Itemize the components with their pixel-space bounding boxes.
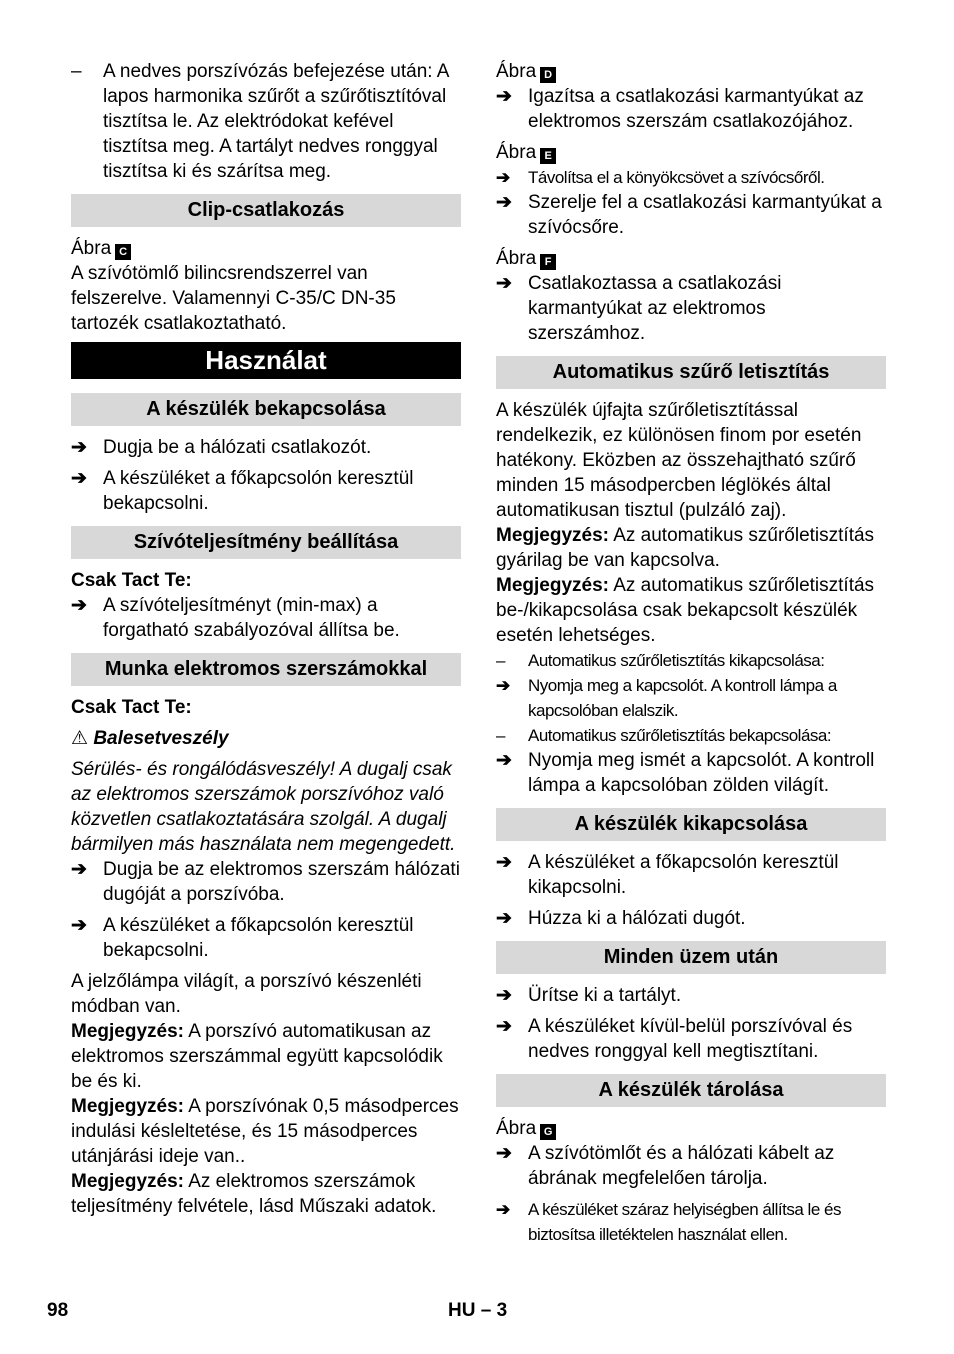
dash-item (496, 723, 886, 748)
list-item (496, 673, 886, 723)
main-heading: Használat (71, 342, 461, 379)
figure-ref-d (496, 59, 886, 84)
figure-label: Ábra (496, 1118, 537, 1139)
list-item (496, 84, 886, 134)
figure-letter-icon: G (540, 1124, 556, 1140)
section-heading-on: A készülék bekapcsolása (71, 393, 461, 426)
arrow-icon: ➔ (496, 676, 510, 695)
section-heading-auto: Automatikus szűrő letisztítás (496, 356, 886, 389)
list-item-text: Csatlakoztassa a csatlakozási karmantyúkat az elektromos szerszámhoz. (528, 273, 782, 344)
note-1 (71, 1019, 461, 1094)
list-item (71, 435, 461, 460)
auto-note-1 (496, 523, 886, 573)
section-heading-store: A készülék tárolása (496, 1074, 886, 1107)
arrow-icon: ➔ (71, 437, 87, 458)
list-item (496, 1014, 886, 1064)
dash-mark: – (71, 61, 82, 82)
note-label: Megjegyzés: (71, 1021, 184, 1042)
figure-label: Ábra (496, 142, 537, 163)
note-text: Az automatikus szűrőletisztítás be-/kikapcsolása csak bekapcsolt készülék esetén lehetséges. (496, 575, 875, 646)
list-item (496, 983, 886, 1008)
figure-letter-icon: E (540, 148, 556, 164)
arrow-icon: ➔ (496, 908, 512, 929)
page-number: 98 (47, 1300, 69, 1321)
arrow-icon: ➔ (496, 192, 512, 213)
figure-label: Ábra (71, 238, 112, 259)
warning-heading (71, 726, 461, 751)
arrow-icon: ➔ (71, 859, 87, 880)
list-item-text: Dugja be az elektromos szerszám hálózati dugóját a porszívóba. (103, 859, 460, 905)
dash-mark: – (496, 726, 505, 745)
figure-ref-e (496, 140, 886, 165)
left-column (71, 59, 461, 1219)
figure-letter-icon: D (540, 67, 556, 83)
list-item (496, 190, 886, 240)
list-item-text: A készüléket kívül-belül porszívóval és nedves ronggyal kell megtisztítani. (528, 1016, 853, 1062)
arrow-icon: ➔ (496, 273, 512, 294)
arrow-icon: ➔ (496, 1143, 512, 1164)
list-item (71, 857, 461, 907)
warning-title: Balesetveszély (93, 728, 229, 749)
note-text: A porszívónak 0,5 másodperces indulási késleltetése, és 15 másodperces utánjárási ideje van.. (71, 1096, 459, 1167)
list-item-text: A készüléket száraz helyiségben állítsa le és biztosítsa illetéktelen használat ellen. (528, 1200, 841, 1244)
intro-dash-item (71, 59, 461, 184)
list-item (496, 271, 886, 346)
list-item (71, 593, 461, 643)
arrow-icon: ➔ (71, 468, 87, 489)
dash-item-text: Automatikus szűrőletisztítás kikapcsolása: (528, 651, 825, 670)
list-item-text: Távolítsa el a könyökcsövet a szívócsőről. (528, 168, 825, 187)
figure-ref-c (71, 236, 461, 261)
dash-item (496, 648, 886, 673)
section-heading-clip: Clip-csatlakozás (71, 194, 461, 227)
lamp-text: A jelzőlámpa világít, a porszívó készenléti módban van. (71, 971, 422, 1017)
note-label: Megjegyzés: (71, 1096, 184, 1117)
section-heading-suction: Szívóteljesítmény beállítása (71, 526, 461, 559)
note-label: Megjegyzés: (496, 525, 609, 546)
warning-text: Sérülés- és rongálódásveszély! A dugalj csak az elektromos szerszámok porszívóhoz való közvetlen csatlakoztatására szolgál. A dugalj bármilyen más használata nem megengedett. (71, 759, 456, 855)
clip-text: A szívótömlő bilincsrendszerrel van felszerelve. Valamennyi C-35/C DN-35 tartozék csatlakoztatható. (71, 263, 396, 334)
auto-note-2 (496, 573, 886, 648)
list-item-text: Nyomja meg ismét a kapcsolót. A kontroll lámpa a kapcsolóban zölden világít. (528, 750, 875, 796)
section-heading-tools: Munka elektromos szerszámokkal (71, 653, 461, 686)
list-item-text: Dugja be a hálózati csatlakozót. (103, 437, 372, 458)
figure-label: Ábra (496, 248, 537, 269)
figure-ref-f (496, 246, 886, 271)
auto-text: A készülék újfajta szűrőletisztítással rendelkezik, ez különösen finom por esetén hatékony. Eközben az összehajtható szűrő minden 15 másodpercben léglökés által automatikusan tisztul (pulzáló zaj). (496, 400, 862, 521)
arrow-icon: ➔ (71, 595, 87, 616)
figure-letter-icon: F (540, 254, 556, 270)
list-item (496, 1141, 886, 1191)
subheading-tact: Csak Tact Te: (71, 570, 192, 591)
arrow-icon: ➔ (496, 750, 512, 771)
arrow-icon: ➔ (496, 1200, 510, 1219)
list-item (71, 913, 461, 963)
arrow-icon: ➔ (496, 985, 512, 1006)
list-item (496, 748, 886, 798)
intro-text: A nedves porszívózás befejezése után: A lapos harmonika szűrőt a szűrőtisztítóval tisztítsa le. Az elektródokat kefével tisztítsa meg. A tartályt nedves ronggyal tisztítsa ki és szárítsa meg. (103, 61, 449, 182)
dash-item-text: Automatikus szűrőletisztítás bekapcsolása: (528, 726, 832, 745)
list-item (496, 1197, 886, 1247)
warning-icon: ⚠ (71, 728, 89, 749)
note-2 (71, 1094, 461, 1169)
list-item-text: Igazítsa a csatlakozási karmantyúkat az elektromos szerszám csatlakozójához. (528, 86, 864, 132)
list-item-text: A szívótömlőt és a hálózati kábelt az ábrának megfelelően tárolja. (528, 1143, 835, 1189)
list-item-text: A készüléket a főkapcsolón keresztül bekapcsolni. (103, 468, 414, 514)
note-text: A porszívó automatikusan az elektromos szerszámmal együtt kapcsolódik be és ki. (71, 1021, 443, 1092)
arrow-icon: ➔ (496, 168, 510, 187)
list-item (496, 165, 886, 190)
note-3 (71, 1169, 461, 1219)
figure-ref-g (496, 1116, 886, 1141)
section-heading-after: Minden üzem után (496, 941, 886, 974)
right-column (496, 59, 886, 1247)
list-item (71, 466, 461, 516)
arrow-icon: ➔ (496, 86, 512, 107)
subheading-tact: Csak Tact Te: (71, 697, 192, 718)
list-item-text: Húzza ki a hálózati dugót. (528, 908, 746, 929)
arrow-icon: ➔ (496, 1016, 512, 1037)
list-item-text: A készüléket a főkapcsolón keresztül kikapcsolni. (528, 852, 839, 898)
list-item (496, 906, 886, 931)
list-item-text: Nyomja meg a kapcsolót. A kontroll lámpa a kapcsolóban elalszik. (528, 676, 837, 720)
figure-label: Ábra (496, 61, 537, 82)
arrow-icon: ➔ (71, 915, 87, 936)
dash-mark: – (496, 651, 505, 670)
arrow-icon: ➔ (496, 852, 512, 873)
list-item (496, 850, 886, 900)
page-label: HU – 3 (448, 1300, 508, 1321)
figure-letter-icon: C (115, 244, 131, 260)
note-label: Megjegyzés: (71, 1171, 184, 1192)
list-item-text: Szerelje fel a csatlakozási karmantyúkat a szívócsőre. (528, 192, 882, 238)
note-text: Az automatikus szűrőletisztítás gyárilag be van kapcsolva. (496, 525, 875, 571)
list-item-text: Ürítse ki a tartályt. (528, 985, 682, 1006)
list-item-text: A készüléket a főkapcsolón keresztül bekapcsolni. (103, 915, 414, 961)
section-heading-off: A készülék kikapcsolása (496, 808, 886, 841)
note-text: Az elektromos szerszámok teljesítmény felvétele, lásd Műszaki adatok. (71, 1171, 437, 1217)
list-item-text: A szívóteljesítményt (min-max) a forgatható szabályozóval állítsa be. (103, 595, 400, 641)
note-label: Megjegyzés: (496, 575, 609, 596)
